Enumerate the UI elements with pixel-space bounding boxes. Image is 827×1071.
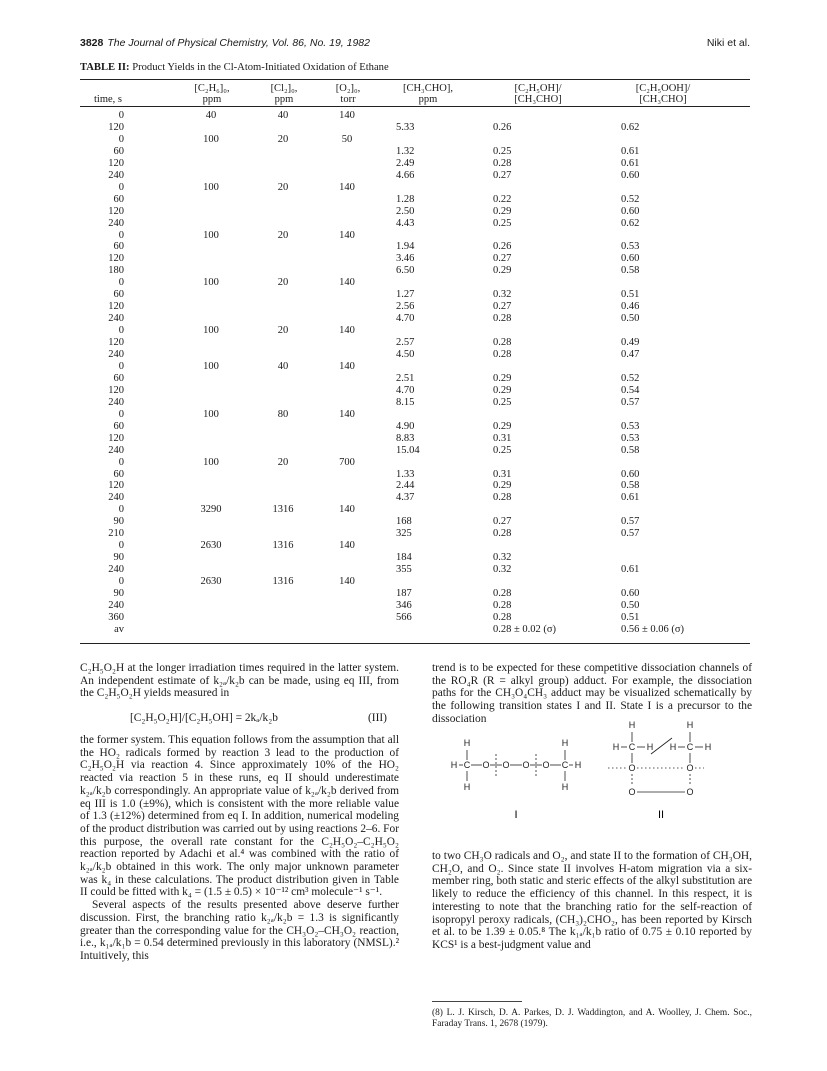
atom-h: H	[646, 742, 654, 752]
table-cell: 100	[203, 360, 219, 372]
column-header	[388, 83, 468, 105]
table-cell: 80	[277, 408, 289, 420]
table-cell: 240	[108, 169, 124, 181]
table-cell: 240	[108, 313, 124, 325]
column-header-top: [Cl₂]₀,	[270, 83, 298, 94]
table-cell: 0.28	[493, 157, 512, 169]
table-cell: 0.58	[621, 265, 640, 277]
table-cell: 0	[118, 408, 124, 420]
table-cell: 0.27	[493, 253, 512, 265]
equation-iii: [C₂H₅O₂H]/[C₂H₅OH] = 2kₐ/k₂b	[130, 712, 278, 724]
table-cell: 140	[339, 277, 355, 289]
table-cell: 0.28	[493, 599, 512, 611]
table-cell: 120	[108, 157, 124, 169]
table-cell: 355	[396, 564, 412, 576]
atom-o: O	[522, 760, 530, 770]
table-cell: 0.25	[493, 444, 512, 456]
footnote-8: (8) L. J. Kirsch, D. A. Parkes, D. J. Waddington, and A. Woolley, J. Chem. Soc., Faraday Trans. 1, 2678 (1979).	[432, 1008, 752, 1029]
right-column-continued	[432, 850, 752, 952]
table-cell: 2.44	[396, 480, 415, 492]
table-cell: 0.32	[493, 289, 512, 301]
table-cell: 40	[205, 110, 217, 121]
table-cell: 240	[108, 349, 124, 360]
table-cell: 3.46	[396, 253, 415, 265]
table-cell: 20	[277, 181, 289, 193]
table-cell: 0.28	[493, 349, 512, 360]
table-cell: 60	[113, 289, 124, 301]
table-cell: 8.83	[396, 432, 415, 444]
table-cell: 100	[203, 456, 219, 468]
table-cell: 60	[113, 420, 124, 432]
column-header-bottom: time, s	[94, 94, 122, 105]
table-cell: 4.37	[396, 492, 415, 504]
journal-title: The Journal of Physical Chemistry, Vol. 86, No. 19, 1982	[107, 37, 370, 49]
table-cell: 0	[118, 181, 124, 193]
table-cell: 140	[339, 229, 355, 241]
table-cell: 184	[396, 552, 412, 564]
table-cell: 1316	[272, 576, 294, 588]
column-header-bottom: ppm	[274, 94, 294, 105]
table-cell: 20	[277, 133, 289, 145]
table-caption	[80, 62, 389, 73]
atom-c: C	[686, 742, 694, 752]
table-cell: 3290	[200, 504, 222, 516]
table-cell: 0.61	[621, 145, 640, 157]
table-cell: 140	[339, 540, 355, 552]
table-cell: 0.50	[621, 599, 640, 611]
transition-state-structures	[432, 716, 752, 851]
table-cell: 240	[108, 444, 124, 456]
table-cell: 2.51	[396, 372, 415, 384]
atom-h: H	[463, 738, 471, 748]
table-cell: 0.61	[621, 157, 640, 169]
table-cell: 0	[118, 360, 124, 372]
table-cell: 120	[108, 432, 124, 444]
table-cell: 0.57	[621, 396, 640, 408]
table-cell: 140	[339, 576, 355, 588]
footnote-rule	[432, 1001, 522, 1002]
table-cell: 0.52	[621, 372, 640, 384]
table-cell: 0	[118, 110, 124, 121]
column-header	[182, 83, 242, 105]
column-header-bottom: ppm	[202, 94, 222, 105]
right-paragraph-1: trend is to be expected for these competitive dissociation channels of the RO₄R (R = alkyl group) adduct. For example, the dissociation paths for the CH₃O₄CH₃ adduct may be visualized schematically by the following transition states I and II. State I is a precursor to the dissociation	[432, 662, 752, 725]
column-header	[254, 83, 314, 105]
table-cell: 100	[203, 133, 219, 145]
table-cell: 100	[203, 181, 219, 193]
table-cell: 0.28	[493, 588, 512, 599]
table-cell: 0.60	[621, 253, 640, 265]
table-cell: 0.25	[493, 396, 512, 408]
table-cell: 40	[277, 110, 289, 121]
table-cell: 0	[118, 504, 124, 516]
table-cell: 566	[396, 611, 412, 623]
atom-h: H	[561, 738, 569, 748]
table-cell: 0	[118, 277, 124, 289]
atom-o: O	[628, 763, 636, 773]
table-cell: 0.62	[621, 121, 640, 133]
table-cell: 700	[339, 456, 355, 468]
table-cell: 0.61	[621, 564, 640, 576]
table-title: Product Yields in the Cl-Atom-Initiated Oxidation of Ethane	[132, 62, 389, 73]
table-cell: 140	[339, 360, 355, 372]
column-header	[88, 83, 128, 105]
table-cell: 120	[108, 480, 124, 492]
table-cell: 40	[277, 360, 289, 372]
table-cell: av	[114, 623, 124, 635]
table-cell: 325	[396, 528, 412, 540]
table-cell: 120	[108, 253, 124, 265]
table-cell: 120	[108, 301, 124, 313]
table-cell: 0.53	[621, 420, 640, 432]
table-cell: 0.28	[493, 528, 512, 540]
table-cell: 0.28	[493, 611, 512, 623]
table-cell: 0.31	[493, 432, 512, 444]
table-cell: 0.26	[493, 121, 512, 133]
table-cell: 0.29	[493, 420, 512, 432]
table-header-rule	[80, 106, 750, 107]
page-number: 3828	[80, 37, 104, 49]
table-cell: 0.31	[493, 468, 512, 480]
table-cell: 180	[108, 265, 124, 277]
atom-o: O	[628, 787, 636, 797]
atom-h: H	[561, 782, 569, 792]
table-cell: 0.60	[621, 468, 640, 480]
table-cell: 100	[203, 229, 219, 241]
table-cell: 0.62	[621, 217, 640, 229]
table-cell: 0.29	[493, 372, 512, 384]
table-cell: 0.28	[493, 313, 512, 325]
table-cell: 0.46	[621, 301, 640, 313]
table-cell: 360	[108, 611, 124, 623]
table-cell: 0.60	[621, 588, 640, 599]
table-cell: 4.90	[396, 420, 415, 432]
table-cell: 0.27	[493, 301, 512, 313]
table-cell: 140	[339, 110, 355, 121]
table-cell: 0.53	[621, 241, 640, 253]
structure-label-ii: II	[657, 809, 665, 821]
table-cell: 0.60	[621, 169, 640, 181]
table-cell: 0	[118, 133, 124, 145]
table-cell: 2.49	[396, 157, 415, 169]
column-header-top: [C₂H₆]₀,	[194, 83, 230, 94]
table-cell: 20	[277, 229, 289, 241]
column-header	[488, 83, 588, 105]
table-cell: 0.29	[493, 265, 512, 277]
table-cell: 1.94	[396, 241, 415, 253]
table-cell: 120	[108, 384, 124, 396]
table-cell: 60	[113, 468, 124, 480]
table-cell: 0.27	[493, 169, 512, 181]
table-cell: 60	[113, 145, 124, 157]
atom-h: H	[628, 720, 636, 730]
table-cell: 0.27	[493, 516, 512, 528]
table-cell: 0	[118, 229, 124, 241]
table-cell: 346	[396, 599, 412, 611]
atom-c: C	[463, 760, 471, 770]
table-cell: 120	[108, 337, 124, 349]
table-cell: 1.28	[396, 193, 415, 205]
table-cell: 210	[108, 528, 124, 540]
column-header-top	[88, 83, 128, 94]
table-cell: 187	[396, 588, 412, 599]
table-cell: 60	[113, 241, 124, 253]
table-cell: 0.32	[493, 564, 512, 576]
table-cell: 140	[339, 181, 355, 193]
structure-label-i: I	[514, 809, 518, 821]
atom-h: H	[612, 742, 620, 752]
table-label: TABLE II:	[80, 62, 130, 73]
table-cell: 2.57	[396, 337, 415, 349]
table-bottom-rule	[80, 643, 750, 644]
table-cell: 20	[277, 277, 289, 289]
atom-o: O	[686, 787, 694, 797]
table-cell: 0.49	[621, 337, 640, 349]
atom-h: H	[574, 760, 582, 770]
table-cell: 0.22	[493, 193, 512, 205]
atom-o: O	[482, 760, 490, 770]
table-cell: 0.28 ± 0.02 (σ)	[493, 623, 557, 635]
table-cell: 140	[339, 504, 355, 516]
table-cell: 0.29	[493, 205, 512, 217]
column-header	[318, 83, 378, 105]
atom-h: H	[704, 742, 712, 752]
table-cell: 4.43	[396, 217, 415, 229]
column-header-bottom: [CH₃CHO]	[514, 94, 562, 105]
column-header-top: [CH₃CHO],	[402, 83, 454, 94]
table-cell: 60	[113, 193, 124, 205]
table-cell: 0.51	[621, 289, 640, 301]
table-cell: 0.53	[621, 432, 640, 444]
table-cell: 50	[341, 133, 353, 145]
table-cell: 8.15	[396, 396, 415, 408]
left-column-continued	[80, 734, 399, 963]
table-cell: 1316	[272, 540, 294, 552]
table-cell: 0.28	[493, 492, 512, 504]
table-cell: 90	[113, 552, 124, 564]
atom-o: O	[502, 760, 510, 770]
column-header-top: [O₂]₀,	[335, 83, 361, 94]
table-cell: 0.56 ± 0.06 (σ)	[621, 623, 685, 635]
table-cell: 6.50	[396, 265, 415, 277]
table-cell: 0.54	[621, 384, 640, 396]
column-header-top: [C₂H₅OH]/	[514, 83, 562, 94]
table-cell: 4.70	[396, 313, 415, 325]
table-cell: 0.32	[493, 552, 512, 564]
table-cell: 0	[118, 325, 124, 337]
table-cell: 120	[108, 121, 124, 133]
table-cell: 240	[108, 599, 124, 611]
table-cell: 2.56	[396, 301, 415, 313]
table-cell: 1.33	[396, 468, 415, 480]
column-header-bottom: ppm	[418, 94, 438, 105]
table-cell: 0.25	[493, 217, 512, 229]
table-cell: 60	[113, 372, 124, 384]
left-paragraph-1: C₂H₅O₂H at the longer irradiation times required in the latter system. An independent estimate of k₂ₐ/k₂b can be made, using eq III, from the C₂H₅O₂H yields measured in	[80, 662, 399, 700]
table-cell: 5.33	[396, 121, 415, 133]
table-cell: 1316	[272, 504, 294, 516]
table-cell: 0.57	[621, 516, 640, 528]
table-cell: 4.50	[396, 349, 415, 360]
atom-c: C	[561, 760, 569, 770]
table-cell: 0.51	[621, 611, 640, 623]
left-paragraph-3: Several aspects of the results presented above deserve further discussion. First, the branching ratio k₂ₐ/k₂b = 1.3 is significantly greater than the corresponding value for the CH₃O₂–CH₃O₂ reaction, i.e., k₁ₐ/k₁b = 0.54 determined previously in this laboratory (NMSL).² Intuitively, this	[80, 899, 399, 962]
table-cell: 4.70	[396, 384, 415, 396]
table-cell: 100	[203, 408, 219, 420]
table-cell: 240	[108, 564, 124, 576]
table-cell: 0.52	[621, 193, 640, 205]
table-cell: 0.57	[621, 528, 640, 540]
table-cell: 1.32	[396, 145, 415, 157]
table-cell: 1.27	[396, 289, 415, 301]
table-cell: 100	[203, 277, 219, 289]
table-cell: 0.47	[621, 349, 640, 360]
table-cell: 0	[118, 540, 124, 552]
atom-h: H	[686, 720, 694, 730]
table-cell: 0.25	[493, 145, 512, 157]
table-cell: 0.28	[493, 337, 512, 349]
equation-number: (III)	[368, 712, 387, 724]
authors: Niki et al.	[706, 37, 750, 49]
table-cell: 90	[113, 516, 124, 528]
table-cell: 0.58	[621, 480, 640, 492]
table-cell: 0.29	[493, 384, 512, 396]
table-cell: 100	[203, 325, 219, 337]
table-cell: 0.58	[621, 444, 640, 456]
table-cell: 2630	[200, 540, 222, 552]
right-paragraph-2: to two CH₃O radicals and O₂, and state II to the formation of CH₃OH, CH₂O, and O₂. Since state II involves H-atom migration via a six-member ring, both static and steric effects of the alkyl substitution are likely to reduce the efficiency of this channel. In this respect, it is interesting to note that the branching ratio for the self-reaction of isopropyl peroxy radicals, (CH₃)₂CHO₂, has been reported by Kirsch et al. to be 1.39 ± 0.05.⁸ The k₁ₐ/k₁b ratio of 0.75 ± 0.10 reported by KCS¹ is a best-judgment value and	[432, 850, 752, 951]
atom-o: O	[542, 760, 550, 770]
column-header-top: [C₂H₅OOH]/	[635, 83, 691, 94]
column-header-bottom: [CH₃CHO]	[639, 94, 687, 105]
atom-h: H	[463, 782, 471, 792]
table-cell: 20	[277, 456, 289, 468]
table-cell: 140	[339, 408, 355, 420]
table-cell: 240	[108, 217, 124, 229]
table-cell: 0.50	[621, 313, 640, 325]
table-cell: 0	[118, 576, 124, 588]
table-cell: 15.04	[396, 444, 420, 456]
atom-o: O	[686, 763, 694, 773]
atom-h: H	[450, 760, 458, 770]
table-cell: 4.66	[396, 169, 415, 181]
table-cell: 0.60	[621, 205, 640, 217]
table-cell: 0.61	[621, 492, 640, 504]
table-cell: 120	[108, 205, 124, 217]
table-cell: 20	[277, 325, 289, 337]
table-cell: 90	[113, 588, 124, 599]
atom-c: C	[628, 742, 636, 752]
left-column	[80, 662, 399, 700]
table-cell: 140	[339, 325, 355, 337]
table-cell: 240	[108, 396, 124, 408]
table-top-rule	[80, 79, 750, 80]
table-cell: 0.26	[493, 241, 512, 253]
table-cell: 0.29	[493, 480, 512, 492]
table-cell: 168	[396, 516, 412, 528]
table-cell: 0	[118, 456, 124, 468]
column-header-bottom: torr	[340, 94, 356, 105]
column-header	[608, 83, 718, 105]
left-paragraph-2: the former system. This equation follows from the assumption that all the HO₂ radicals formed by reaction 3 lead to the production of C₂H₅O₂H via reaction 4. Since approximately 10% of the HO₂ reacted via reaction 5 in these runs, eq II should underestimate k₂ₐ/k₂b correspondingly. An appropriate value of k₂ₐ/k₂b derived from eq III is 1.0 (±9%), which is consistent with the more reliable value of 1.3 (±12%) determined from eq I. In addition, numerical modeling of the product distribution was carried out by using reactions 2–6. For this purpose, the overall rate constant for the C₂H₅O₂–C₂H₅O₂ reaction reported by Adachi et al.⁴ was combined with the ratio of k₂ₐ/k₂b obtained in this work. The only major unknown parameter was k₄ in these calculations. The product distribution given in Table II could be fitted with k₄ = (1.5 ± 0.5) × 10⁻¹² cm³ molecule⁻¹ s⁻¹.	[80, 734, 399, 899]
atom-h: H	[669, 742, 677, 752]
table-cell: 240	[108, 492, 124, 504]
table-cell: 2630	[200, 576, 222, 588]
table-cell: 2.50	[396, 205, 415, 217]
